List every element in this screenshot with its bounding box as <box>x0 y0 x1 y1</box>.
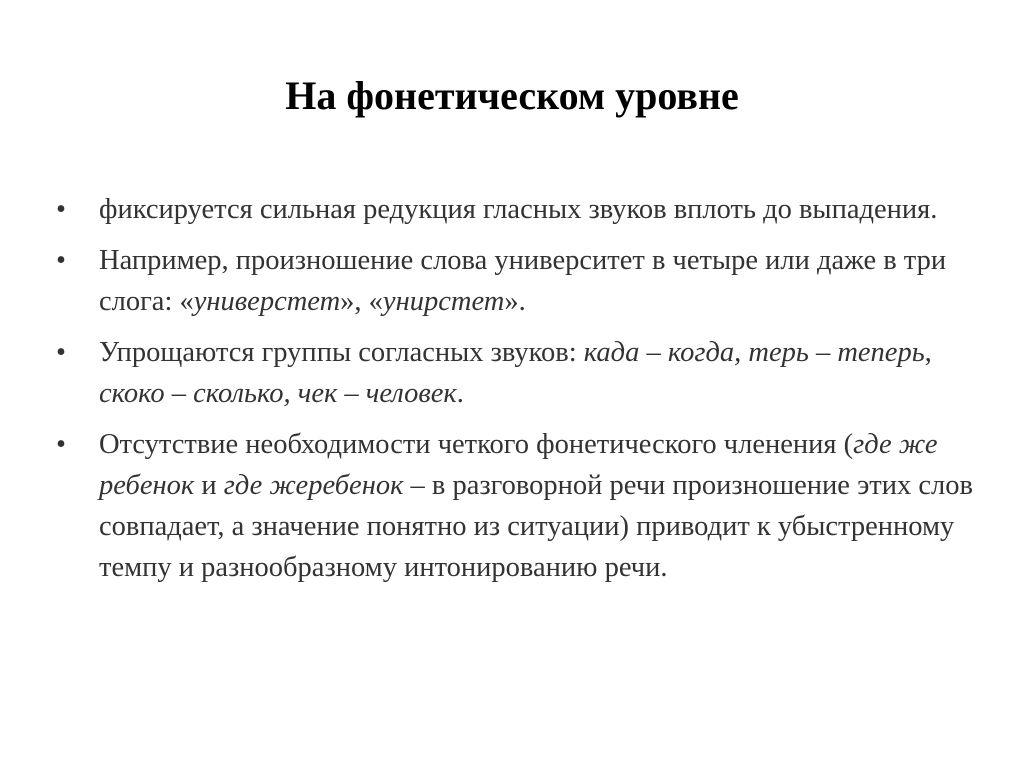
text-segment: Упрощаются группы согласных звуков: <box>99 337 584 368</box>
bullet-marker: • <box>56 245 66 276</box>
text-segment: ». <box>504 286 526 317</box>
bullet-item <box>56 424 976 588</box>
bullet-item <box>56 332 976 414</box>
italic-example: унирстет <box>382 286 505 317</box>
text-segment: и <box>194 470 224 501</box>
bullet-marker: • <box>56 194 66 225</box>
bullet-item <box>56 240 976 322</box>
italic-example: скоко – сколько, чек – человек <box>99 378 457 409</box>
bullet-marker: • <box>56 429 66 460</box>
bullet-text <box>99 337 932 409</box>
text-segment: Например, произношение слова университет в четыре или даже в три слога: « <box>99 245 947 317</box>
italic-example: где жеребенок <box>223 470 404 501</box>
text-segment: , <box>924 337 932 368</box>
bullet-list <box>56 189 976 598</box>
text-segment: – в разговорной речи произношение этих слов совпадает, а значение понятно из ситуации) приводит к убыстренному темпу и разнообразному интонированию речи. <box>99 470 973 583</box>
slide-title: На фонетическом уровне <box>285 73 739 118</box>
bullet-item <box>56 189 976 230</box>
bullet-text <box>99 194 937 225</box>
text-segment: фиксируется сильная редукция гласных звуков вплоть до выпадения. <box>99 194 938 225</box>
italic-example: где же ребенок <box>99 429 938 501</box>
text-segment: . <box>456 378 464 409</box>
text-segment: », « <box>340 286 383 317</box>
italic-example: универстет <box>193 286 341 317</box>
bullet-text <box>99 429 973 583</box>
text-segment: Отсутствие необходимости четкого фонетического членения ( <box>99 429 854 460</box>
bullet-marker: • <box>56 337 66 368</box>
bullet-text <box>99 245 946 317</box>
italic-example: када – когда, терь – теперь <box>583 337 925 368</box>
